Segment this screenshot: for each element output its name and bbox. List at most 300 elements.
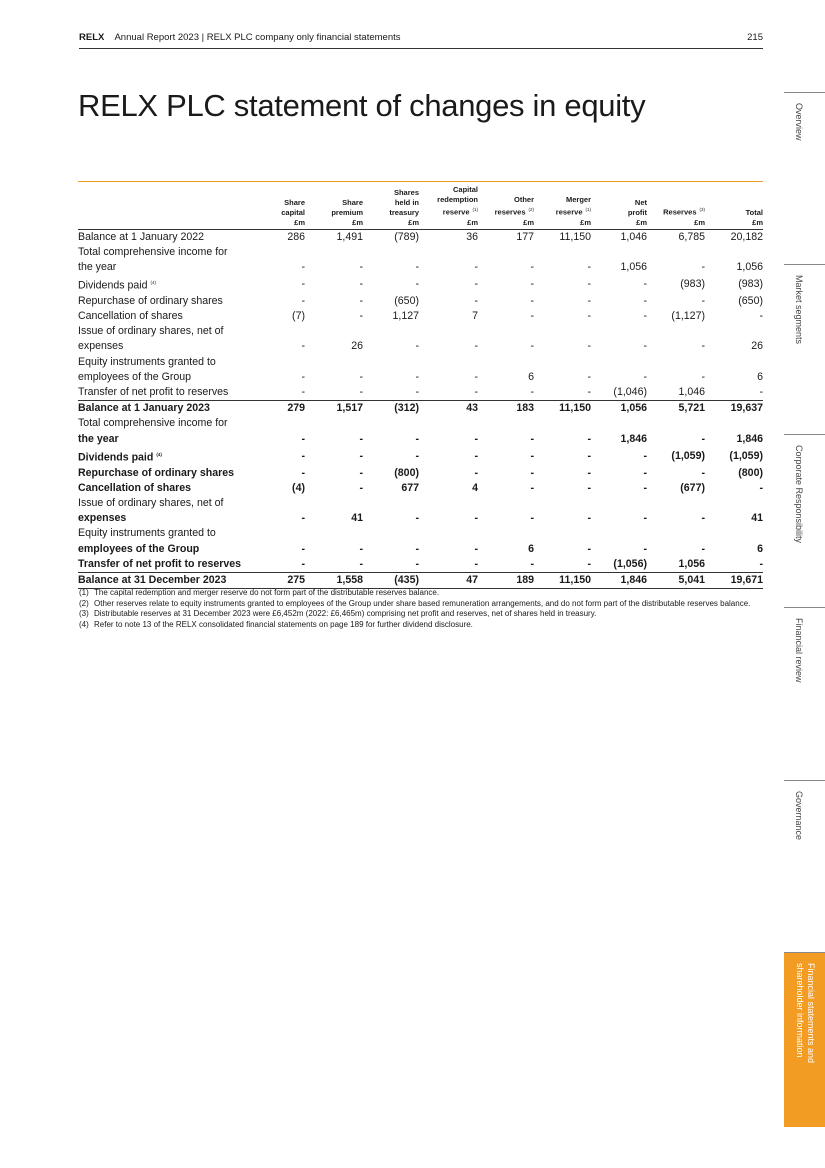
side-tab[interactable] xyxy=(784,434,825,608)
row-label-text: Cancellation of shares xyxy=(78,310,183,323)
column-header-line: £m xyxy=(752,217,763,227)
table-cell: (983) xyxy=(738,277,763,290)
table-cell: - xyxy=(643,340,647,353)
table-cell xyxy=(478,416,534,431)
table-cell: 5,721 xyxy=(647,401,705,417)
table-cell: - xyxy=(359,386,363,399)
table-cell xyxy=(363,526,419,541)
footnotes xyxy=(79,588,763,630)
table-cell xyxy=(248,355,305,370)
table-cell: 36 xyxy=(466,230,478,243)
equity-table xyxy=(78,181,763,589)
table-cell: - xyxy=(643,542,647,555)
table-cell: (1,059) xyxy=(671,449,705,462)
column-header xyxy=(591,182,647,230)
footnote xyxy=(79,609,763,620)
column-header xyxy=(305,182,363,230)
table-cell: 1,491 xyxy=(336,230,363,243)
table-cell: (650) xyxy=(394,294,419,307)
row-label-text: employees of the Group xyxy=(78,370,192,383)
footnote-marker: (4) xyxy=(156,451,162,457)
table-cell: - xyxy=(301,294,305,307)
table-row xyxy=(78,573,763,589)
row-label-text: Balance at 1 January 2023 xyxy=(78,402,210,415)
row-label xyxy=(78,401,248,417)
table-cell: 1,046 xyxy=(678,386,705,399)
table-cell xyxy=(419,526,478,541)
table-cell xyxy=(419,245,478,260)
side-tab[interactable] xyxy=(784,780,825,953)
table-cell: 43 xyxy=(419,401,478,417)
table-cell: 1,558 xyxy=(305,573,363,589)
table-row xyxy=(78,511,763,526)
table-row xyxy=(78,416,763,431)
column-header-line: Share xyxy=(342,197,363,207)
table-cell: 183 xyxy=(478,401,534,417)
row-label xyxy=(78,339,248,354)
table-cell: 41 xyxy=(351,512,363,525)
table-cell: - xyxy=(643,310,647,323)
table-cell: 1,517 xyxy=(305,401,363,417)
table-cell: - xyxy=(587,294,591,307)
table-cell xyxy=(534,324,591,339)
side-tab[interactable] xyxy=(784,952,825,1127)
row-label-text: Dividends paid xyxy=(78,279,148,292)
table-cell: - xyxy=(701,432,705,445)
table-cell: 11,150 xyxy=(559,230,591,243)
table-row xyxy=(78,496,763,511)
table-cell: (1,059) xyxy=(729,449,763,462)
side-tab[interactable] xyxy=(784,607,825,781)
row-label xyxy=(78,229,248,245)
column-header-line: Capital xyxy=(452,185,478,194)
table-cell: - xyxy=(759,481,763,494)
running-header xyxy=(79,32,763,49)
table-cell xyxy=(647,416,705,431)
table-cell: - xyxy=(359,542,363,555)
table-cell: 1,127 xyxy=(392,310,419,323)
side-tab-label: Governance xyxy=(794,791,804,841)
row-label xyxy=(78,294,248,309)
row-label-text: Balance at 1 January 2022 xyxy=(78,230,205,243)
table-cell: - xyxy=(530,557,534,570)
row-label-text: expenses xyxy=(78,340,124,353)
table-cell: - xyxy=(301,340,305,353)
table-cell: (312) xyxy=(363,401,419,417)
row-label-text: Total comprehensive income for xyxy=(78,417,228,430)
table-cell: 1,846 xyxy=(591,573,647,589)
table-cell xyxy=(419,416,478,431)
table-cell xyxy=(705,526,763,541)
table-cell xyxy=(591,496,647,511)
table-cell: - xyxy=(587,466,591,479)
table-cell: - xyxy=(530,466,534,479)
table-cell: - xyxy=(415,557,419,570)
table-cell xyxy=(305,496,363,511)
column-header-line: capital xyxy=(281,207,305,217)
table-cell: - xyxy=(359,310,363,323)
table-cell: - xyxy=(587,432,591,445)
table-cell xyxy=(363,496,419,511)
table-cell: - xyxy=(474,432,478,445)
table-cell: 1,056 xyxy=(591,401,647,417)
table-cell: 177 xyxy=(516,230,534,243)
table-cell: 41 xyxy=(751,512,763,525)
table-row xyxy=(78,526,763,541)
table-cell: 275 xyxy=(248,573,305,589)
table-cell: - xyxy=(530,294,534,307)
table-row xyxy=(78,385,763,401)
table-cell: (1,056) xyxy=(613,557,647,570)
table-cell: - xyxy=(701,512,705,525)
row-label xyxy=(78,447,248,466)
table-cell xyxy=(248,416,305,431)
table-cell xyxy=(647,496,705,511)
table-cell: - xyxy=(301,557,305,570)
table-cell xyxy=(591,245,647,260)
row-label xyxy=(78,260,248,275)
table-cell: - xyxy=(474,370,478,383)
table-cell: 286 xyxy=(287,230,305,243)
table-cell: 11,150 xyxy=(534,401,591,417)
table-cell: - xyxy=(301,466,305,479)
side-tab-label: Financial statements and shareholder information xyxy=(795,963,816,1064)
table-cell: 19,637 xyxy=(705,401,763,417)
table-cell: (1,046) xyxy=(613,386,647,399)
table-cell: - xyxy=(587,557,591,570)
table-cell: - xyxy=(415,260,419,273)
table-cell: - xyxy=(415,432,419,445)
page-number: 215 xyxy=(747,32,763,43)
row-label xyxy=(78,245,248,260)
table-row xyxy=(78,355,763,370)
table-cell: - xyxy=(474,557,478,570)
table-cell: - xyxy=(415,449,419,462)
table-cell: - xyxy=(530,340,534,353)
table-cell: - xyxy=(701,260,705,273)
header-subtitle: Annual Report 2023 | RELX PLC company only financial statements xyxy=(114,32,401,43)
table-cell: - xyxy=(301,512,305,525)
table-cell: - xyxy=(643,449,647,462)
table-cell: (7) xyxy=(292,310,305,323)
table-cell xyxy=(478,245,534,260)
row-label-text: Issue of ordinary shares, net of xyxy=(78,325,224,338)
table-row xyxy=(78,275,763,294)
row-label-text: Cancellation of shares xyxy=(78,481,192,494)
header-label-spacer xyxy=(78,182,248,230)
table-cell: 4 xyxy=(472,481,478,494)
row-label-text: expenses xyxy=(78,512,127,525)
table-cell xyxy=(478,324,534,339)
table-cell xyxy=(705,245,763,260)
column-header-line: Shares xyxy=(393,187,419,197)
row-label xyxy=(78,385,248,401)
table-cell xyxy=(705,355,763,370)
side-tab[interactable] xyxy=(784,92,825,265)
table-row xyxy=(78,481,763,496)
table-cell: - xyxy=(359,481,363,494)
table-cell: - xyxy=(474,340,478,353)
column-header-line: £m xyxy=(408,217,419,227)
table-cell: - xyxy=(415,277,419,290)
table-cell: - xyxy=(359,432,363,445)
table-cell xyxy=(419,324,478,339)
table-cell xyxy=(534,526,591,541)
table-cell: 11,150 xyxy=(534,573,591,589)
table-body xyxy=(78,229,763,589)
table-cell: 279 xyxy=(248,401,305,417)
table-cell: - xyxy=(643,512,647,525)
table-cell: - xyxy=(415,512,419,525)
table-row xyxy=(78,542,763,557)
table-cell: (435) xyxy=(363,573,419,589)
column-header xyxy=(647,182,705,230)
table-cell: (1,127) xyxy=(671,310,705,323)
table-row xyxy=(78,245,763,260)
side-tab-label: Financial review xyxy=(794,618,804,683)
table-cell: 6 xyxy=(528,542,534,555)
table-cell xyxy=(419,355,478,370)
table-cell: - xyxy=(530,260,534,273)
table-cell: (677) xyxy=(680,481,705,494)
column-header-line: Other xyxy=(513,195,534,204)
table-cell: 1,846 xyxy=(620,432,647,445)
table-cell xyxy=(534,355,591,370)
table-cell: - xyxy=(359,449,363,462)
table-row xyxy=(78,339,763,354)
table-cell: (983) xyxy=(680,277,705,290)
table-cell: - xyxy=(474,449,478,462)
table-cell: - xyxy=(474,542,478,555)
table-cell xyxy=(534,496,591,511)
table-cell: - xyxy=(359,557,363,570)
table-cell: (789) xyxy=(394,230,419,243)
table-cell xyxy=(534,245,591,260)
table-cell: (4) xyxy=(292,481,305,494)
table-cell: - xyxy=(587,310,591,323)
column-header xyxy=(534,182,591,230)
footnote xyxy=(79,620,763,631)
table-cell: - xyxy=(530,310,534,323)
table-cell: - xyxy=(759,310,763,323)
table-cell: - xyxy=(701,542,705,555)
row-label-text: Balance at 31 December 2023 xyxy=(78,574,227,587)
page-title: RELX PLC statement of changes in equity xyxy=(78,88,646,123)
row-label xyxy=(78,466,248,481)
table-cell: - xyxy=(587,481,591,494)
row-label-text: the year xyxy=(78,260,117,273)
side-tab[interactable] xyxy=(784,264,825,435)
table-cell: - xyxy=(530,481,534,494)
table-cell: - xyxy=(359,260,363,273)
column-header-line: profit xyxy=(627,207,647,217)
table-cell xyxy=(591,355,647,370)
table-cell xyxy=(705,496,763,511)
column-header xyxy=(705,182,763,230)
table-row xyxy=(78,229,763,245)
table-cell: - xyxy=(587,260,591,273)
column-header-line: reserves xyxy=(494,207,526,217)
table-cell: - xyxy=(643,466,647,479)
column-header-line: £m xyxy=(467,217,478,227)
table-cell: - xyxy=(301,542,305,555)
table-cell: (650) xyxy=(738,294,763,307)
table-row xyxy=(78,447,763,466)
side-tab-label: Overview xyxy=(794,103,804,141)
row-label-text: Dividends paid xyxy=(78,451,154,464)
table-cell: 1,056 xyxy=(736,260,763,273)
table-cell xyxy=(647,245,705,260)
row-label xyxy=(78,481,248,496)
table-cell: - xyxy=(587,512,591,525)
column-header-line: £m xyxy=(694,217,705,227)
table-cell xyxy=(534,416,591,431)
footnote xyxy=(79,588,763,599)
table-cell: - xyxy=(643,277,647,290)
footnote xyxy=(79,599,763,610)
footnote-marker: (1) xyxy=(472,207,478,212)
table-row xyxy=(78,324,763,339)
table-cell: - xyxy=(701,370,705,383)
row-label-text: Equity instruments granted to xyxy=(78,355,216,368)
table-cell xyxy=(305,245,363,260)
table-row xyxy=(78,294,763,309)
footnote-number: (4) xyxy=(79,619,89,629)
table-cell: 5,041 xyxy=(647,573,705,589)
footnote-number: (2) xyxy=(79,598,89,608)
column-header-line: Net xyxy=(634,197,647,207)
table-cell: 1,056 xyxy=(620,260,647,273)
table-cell xyxy=(305,416,363,431)
row-label-text: Issue of ordinary shares, net of xyxy=(78,497,224,510)
table-cell: - xyxy=(301,370,305,383)
table-cell xyxy=(647,355,705,370)
table-cell: 189 xyxy=(478,573,534,589)
table-cell: - xyxy=(759,386,763,399)
table-cell: 1,046 xyxy=(620,230,647,243)
table-cell: 47 xyxy=(419,573,478,589)
table-cell: 6 xyxy=(528,370,534,383)
table-cell: - xyxy=(301,449,305,462)
column-header-line: £m xyxy=(352,217,363,227)
table-cell: - xyxy=(474,466,478,479)
column-header-line: Reserves xyxy=(663,207,697,217)
table-cell: - xyxy=(530,277,534,290)
column-header-line: Share xyxy=(284,197,305,207)
table-cell xyxy=(363,324,419,339)
column-header xyxy=(478,182,534,230)
column-header xyxy=(248,182,305,230)
column-header-line: Total xyxy=(745,207,763,217)
row-label xyxy=(78,526,248,541)
footnote-marker: (3) xyxy=(699,207,705,212)
table-cell: - xyxy=(359,277,363,290)
column-header-line: reserve xyxy=(555,207,583,217)
table-header-row xyxy=(78,182,763,230)
footnote-number: (1) xyxy=(79,588,89,597)
table-cell: - xyxy=(474,512,478,525)
table-cell: 677 xyxy=(401,481,419,494)
column-header-line: £m xyxy=(636,217,647,227)
table-row xyxy=(78,466,763,481)
equity-table-container xyxy=(78,181,763,589)
table-cell: - xyxy=(587,542,591,555)
row-label xyxy=(78,511,248,526)
table-cell xyxy=(419,496,478,511)
table-cell xyxy=(305,526,363,541)
table-cell: - xyxy=(415,386,419,399)
table-cell xyxy=(363,416,419,431)
table-cell: - xyxy=(530,432,534,445)
table-cell: - xyxy=(415,340,419,353)
row-label xyxy=(78,355,248,370)
side-tab-label: Market segments xyxy=(794,275,804,345)
table-cell: - xyxy=(301,432,305,445)
table-cell: - xyxy=(701,294,705,307)
table-cell: 20,182 xyxy=(730,230,763,243)
table-cell: - xyxy=(530,449,534,462)
table-row xyxy=(78,557,763,573)
footnote-number: (3) xyxy=(79,609,89,618)
footnote-marker: (4) xyxy=(150,280,156,286)
row-label xyxy=(78,557,248,573)
footnote-text: Refer to note 13 of the RELX consolidated financial statements on page 189 for further dividend disclosure. xyxy=(94,619,473,629)
table-cell: 6 xyxy=(757,542,763,555)
table-cell: - xyxy=(587,277,591,290)
row-label xyxy=(78,496,248,511)
table-cell xyxy=(591,324,647,339)
row-label xyxy=(78,324,248,339)
row-label-text: Repurchase of ordinary shares xyxy=(78,294,223,307)
column-header xyxy=(363,182,419,230)
row-label xyxy=(78,275,248,294)
table-cell xyxy=(363,245,419,260)
table-cell xyxy=(248,324,305,339)
table-cell xyxy=(647,526,705,541)
row-label-text: the year xyxy=(78,432,119,445)
table-cell: - xyxy=(474,277,478,290)
table-cell: - xyxy=(301,386,305,399)
table-row xyxy=(78,432,763,447)
table-row xyxy=(78,309,763,324)
table-cell: - xyxy=(474,294,478,307)
table-cell: - xyxy=(415,542,419,555)
table-cell: 26 xyxy=(351,340,363,353)
footnote-text: Distributable reserves at 31 December 2023 were £6,452m (2022: £6,465m) comprising net profit and reserves, net of shares held in treasury. xyxy=(94,609,597,618)
column-header-line: reserve xyxy=(442,207,470,217)
column-header xyxy=(419,182,478,230)
table-cell: 1,056 xyxy=(678,557,705,570)
table-cell xyxy=(647,324,705,339)
row-label-text: Transfer of net profit to reserves xyxy=(78,386,229,399)
table-cell: - xyxy=(359,370,363,383)
column-header-line: redemption xyxy=(437,195,478,204)
row-label xyxy=(78,309,248,324)
table-cell: 6,785 xyxy=(678,230,705,243)
table-cell: - xyxy=(701,466,705,479)
table-cell: - xyxy=(301,277,305,290)
table-cell: 26 xyxy=(751,340,763,353)
column-header-line: premium xyxy=(331,207,363,217)
table-cell xyxy=(478,496,534,511)
footnote-text: The capital redemption and merger reserve do not form part of the distributable reserves balance. xyxy=(94,588,440,597)
table-cell xyxy=(705,324,763,339)
column-header-line: £m xyxy=(294,217,305,227)
row-label xyxy=(78,370,248,385)
column-header-line: held in xyxy=(394,197,419,207)
column-header-line: £m xyxy=(580,217,591,227)
table-cell: - xyxy=(587,370,591,383)
